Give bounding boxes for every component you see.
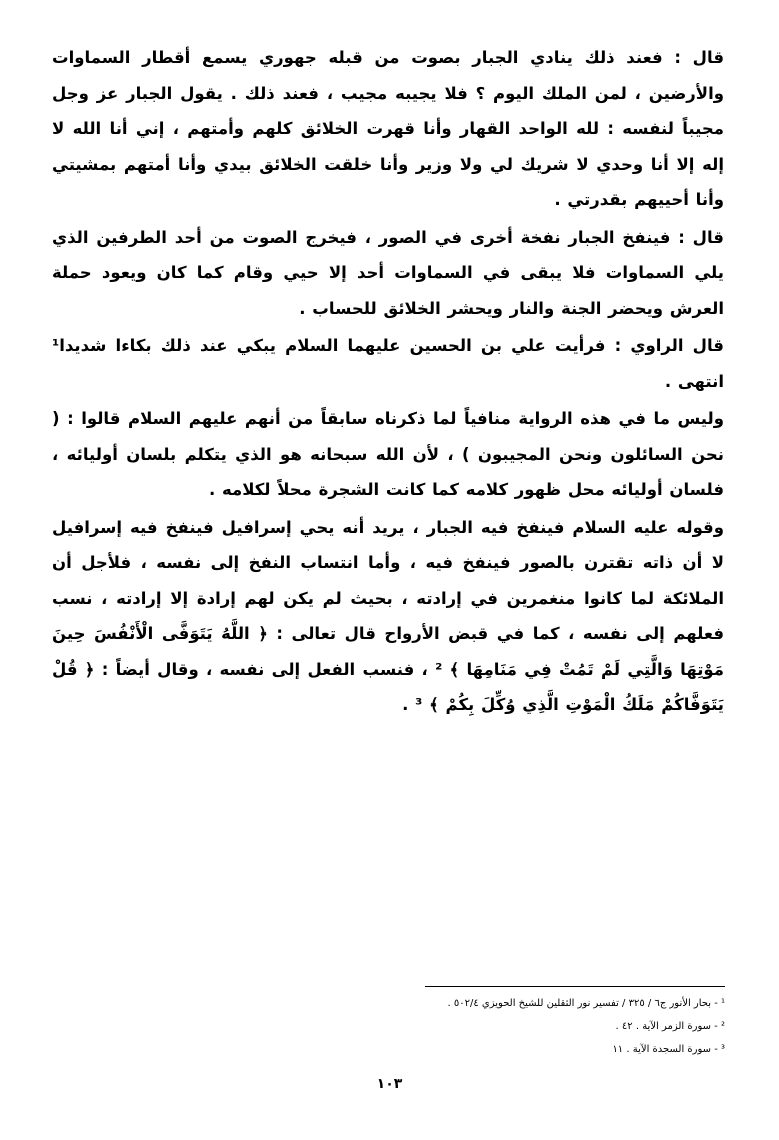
footnotes [320, 992, 725, 1061]
paragraph-5: وقوله عليه السلام فينفخ فيه الجبار ، يريد أنه يحي إسرافيل فينفخ فيه إسرافيل لا أن ذاته تقترن بالصور فينفخ فيه ، وأما انتساب النفخ إلى نفسه ، فلأجل أن الملائكة لما كانوا منغمرين في إرادته ، بحيث لم يكن لهم إرادة إلا إرادته ، نسب فعلهم إلى نفسه ، كما في قبض الأرواح قال تعالى : ﴿ اللَّهُ يَتَوَفَّى الْأَنْفُسَ حِينَ مَوْتِهَا وَالَّتِي لَمْ تَمُتْ فِي مَنَامِهَا ﴾ ² ، فنسب الفعل إلى نفسه ، وقال أيضاً : ﴿ قُلْ يَتَوَفَّاكُمْ مَلَكُ الْمَوْتِ الَّذِي وُكِّلَ بِكُمْ ﴾ ³ . [52, 517, 724, 714]
paragraph-1: قال : فعند ذلك ينادي الجبار بصوت من قبله جهوري يسمع أقطار السماوات والأرضين ، لمن الملك اليوم ؟ فلا يجيبه مجيب ، فعند ذلك . يقول الجبار عز وجل مجيباً لنفسه : لله الواحد القهار وأنا قهرت الخلائق كلهم وأمتهم ، إني أنا الله لا إله إلا أنا وحدي لا شريك لي ولا وزير وأنا خلقت الخلائق بيدي وأنا أمتهم بمشيتي وأنا أحييهم بقدرتي . [52, 48, 724, 209]
page-number: ١٠٣ [376, 1076, 403, 1092]
footnote-1: ¹ - بحار الأنور ج٦ / ٣٢٥ / تفسير نور الثقلين للشيخ الحويزي ٥٠٢/٤ . [447, 998, 725, 1009]
paragraph-4: وليس ما في هذه الرواية منافياً لما ذكرناه سابقاً من أنهم عليهم السلام قالوا : ( نحن السائلون ونحن المجيبون ) ، لأن الله سبحانه هو الذي يتكلم بلسان أوليائه ، فلسان أوليائه محل ظهور كلامه كما كانت الشجرة محلاً لكلامه . [52, 409, 724, 499]
paragraph-2: قال : فينفخ الجبار نفخة أخرى في الصور ، فيخرج الصوت من أحد الطرفين الذي يلي السماوات فلا يبقى في السماوات أحد إلا حيي وقام كما كان ويعود حملة العرش ويحضر الجنة والنار ويحشر الخلائق للحساب . [52, 227, 724, 318]
main-text [52, 40, 724, 723]
footnote-2: ² - سورة الزمر الآية . ٤٢ . [615, 1021, 725, 1032]
footnote-divider [425, 986, 725, 987]
footnote-3: ³ - سورة السجدة الآية . ١١ [612, 1044, 725, 1055]
paragraph-3: قال الراوي : فرأيت علي بن الحسين عليهما السلام يبكي عند ذلك بكاءا شديدا¹ انتهى . [52, 336, 724, 391]
